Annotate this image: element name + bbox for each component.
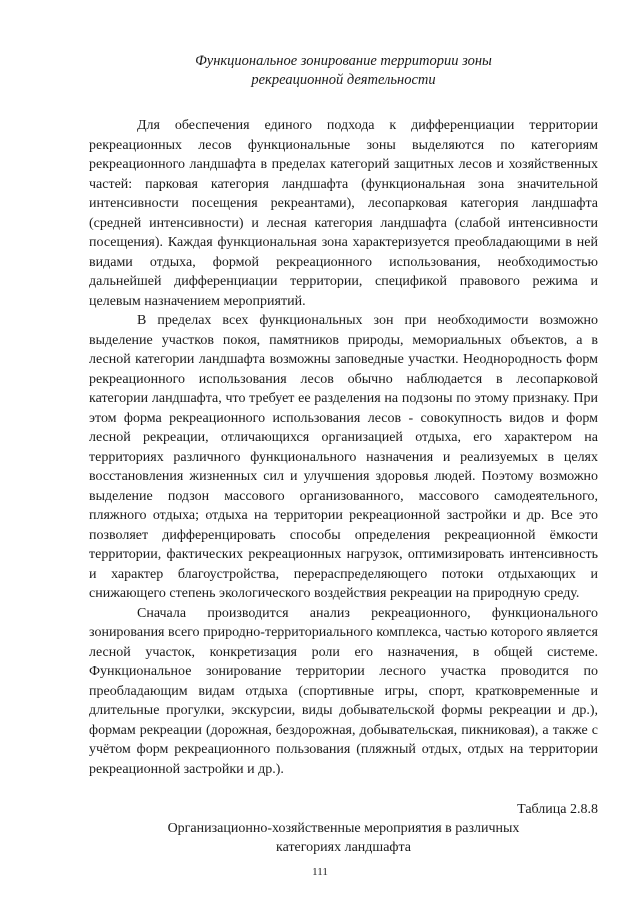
body-text xyxy=(89,116,598,779)
paragraph-1: Для обеспечения единого подхода к дифференциации территории рекреационных лесов функциональные зоны выделяются по категориям рекреационного ландшафта в пределах категорий защитных лесов и хозяйственных частей: парковая категория ландшафта (функциональная зона значительной интенсивности посещения рекреантами), лесопарковая категория ландшафта (средней интенсивности) и лесная категория ландшафта (слабой интенсивности посещения). Каждая функциональная зона характеризуется преобладающими в ней видами отдыха, формой рекреационного использования, необходимостью дальнейшей дифференциации территории, спецификой правового режима и целевым назначением мероприятий. xyxy=(89,118,598,309)
paragraph-3: Сначала производится анализ рекреационного, функционального зонирования всего природно-территориального комплекса, частью которого является лесной участок, конкретизация роли его назначения, в общей системе. Функциональное зонирование территории лесного участка проводится по преобладающим видам отдыха (спортивные игры, спорт, кратковременные и длительные прогулки, экскурсии, виды добывательской формы рекреации и др.), формам рекреации (дорожная, бездорожная, добывательская, пикниковая), а также с учётом форм рекреационного пользования (пляжный отдых, отдых на территории рекреационной застройки и др.). xyxy=(89,605,598,777)
table-number: Таблица 2.8.8 xyxy=(517,802,598,817)
section-heading-line-1: Функциональное зонирование территории зоны xyxy=(195,53,492,69)
table-title xyxy=(89,819,598,857)
paragraph-2: В пределах всех функциональных зон при необходимости возможно выделение участков покоя, памятников природы, мемориальных объектов, а в лесной категории ландшафта возможны заповедные участки. Неоднородность форм рекреационного использования лесов обычно наблюдается в лесопарковой категории ландшафта, что требует ее разделения на подзоны по этому признаку. При этом форма рекреационного использования лесов - совокупность видов и форм лесной рекреации, отличающихся организацией отдыха, его характером на территориях различного функционального назначения и реализуемых в целях восстановления жизненных сил и улучшения здоровья людей. Поэтому возможно выделение подзон массового организованного, массового самодеятельного, пляжного отдыха; отдыха на территории рекреационной застройки и др. Все это позволяет дифференцировать способы определения рекреационной ёмкости территории, фактических рекреационных нагрузок, оптимизировать интенсивность и характер благоустройства, перераспределяющего потоки отдыхающих и снижающего степень экологического воздействия рекреации на природную среду. xyxy=(89,313,598,601)
table-title-line-2: категориях ландшафта xyxy=(276,840,411,855)
section-heading-line-2: рекреационной деятельности xyxy=(251,72,436,88)
document-page xyxy=(89,52,598,857)
table-title-line-1: Организационно-хозяйственные мероприятия в различных xyxy=(167,821,520,836)
page-number: 111 xyxy=(312,866,328,878)
section-heading xyxy=(89,52,598,90)
